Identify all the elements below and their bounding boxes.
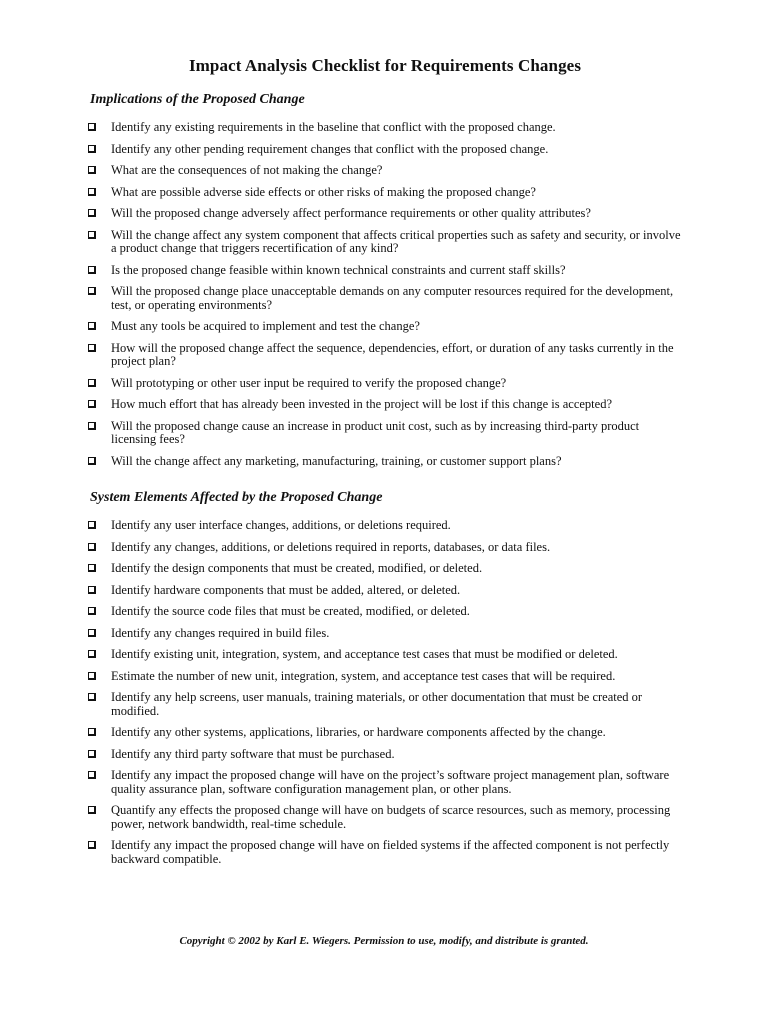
checklist-item-text: Identify any impact the proposed change will have on fielded systems if the affected component is not perfectly backward compatible. <box>111 838 670 866</box>
checklist-item-text: Identify any third party software that must be purchased. <box>111 746 395 761</box>
checkbox-icon[interactable] <box>88 750 96 758</box>
checkbox-icon[interactable] <box>88 400 96 408</box>
checklist-item-text: Identify any help screens, user manuals, training materials, or other documentation that must be created or modified. <box>111 690 643 718</box>
checklist-item <box>88 320 682 334</box>
checklist-item <box>88 229 682 256</box>
checklist-item <box>88 648 682 662</box>
copyright-footer: Copyright © 2002 by Karl E. Wiegers. Permission to use, modify, and distribute is granted. <box>179 935 589 947</box>
checkbox-icon[interactable] <box>88 543 96 551</box>
checkbox-icon[interactable] <box>88 672 96 680</box>
checklist-item-text: Will the change affect any system component that affects critical properties such as safety and security, or involve a product change that triggers recertification of any kind? <box>111 227 681 255</box>
checkbox-icon[interactable] <box>88 266 96 274</box>
checklist-item <box>88 839 682 866</box>
checklist-item <box>88 264 682 278</box>
checklist-item-text: Identify existing unit, integration, system, and acceptance test cases that must be modified or deleted. <box>111 647 618 661</box>
checkbox-icon[interactable] <box>88 145 96 153</box>
checklist-item <box>88 143 682 157</box>
checkbox-icon[interactable] <box>88 188 96 196</box>
checklist-item <box>88 455 682 469</box>
document-title: Impact Analysis Checklist for Requirements Changes <box>188 56 582 75</box>
checklist-item <box>88 804 682 831</box>
checkbox-icon[interactable] <box>88 607 96 615</box>
checklist-item-text: Must any tools be acquired to implement and test the change? <box>111 319 420 333</box>
checklist-item-text: Is the proposed change feasible within known technical constraints and current staff skills? <box>111 262 566 277</box>
checklist-item <box>88 748 682 762</box>
checklist-item-text: Identify the source code files that must be created, modified, or deleted. <box>111 604 470 618</box>
checklist-item <box>88 377 682 391</box>
checklist-item <box>88 769 682 796</box>
section-heading-implications: Implications of the Proposed Change <box>90 92 305 107</box>
checklist-item <box>88 605 682 619</box>
checklist-item <box>88 584 682 598</box>
checkbox-icon[interactable] <box>88 231 96 239</box>
checklist-item-text: Identify any existing requirements in the baseline that conflict with the proposed change. <box>111 120 556 134</box>
checkbox-icon[interactable] <box>88 521 96 529</box>
checklist-item-text: Will the proposed change adversely affect performance requirements or other quality attributes? <box>111 206 591 220</box>
checklist-item-text: Identify the design components that must be created, modified, or deleted. <box>111 561 483 575</box>
checklist-item-text: Identify any changes, additions, or deletions required in reports, databases, or data files. <box>111 539 551 554</box>
checklist-item-text: Identify any impact the proposed change will have on the project’s software project management plan, software quality assurance plan, software configuration management plan, or other plans. <box>111 768 670 796</box>
checklist-item <box>88 670 682 684</box>
checkbox-icon[interactable] <box>88 806 96 814</box>
checklist-item-text: Identify any other pending requirement changes that conflict with the proposed change. <box>111 141 549 156</box>
checklist-item <box>88 627 682 641</box>
checklist-item <box>88 398 682 412</box>
checklist-item-text: Will prototyping or other user input be required to verify the proposed change? <box>111 375 507 390</box>
checkbox-icon[interactable] <box>88 693 96 701</box>
checkbox-icon[interactable] <box>88 629 96 637</box>
checklist-item <box>88 541 682 555</box>
checkbox-icon[interactable] <box>88 287 96 295</box>
checklist-item <box>88 691 682 718</box>
checkbox-icon[interactable] <box>88 841 96 849</box>
checkbox-icon[interactable] <box>88 123 96 131</box>
checklist-item <box>88 726 682 740</box>
checkbox-icon[interactable] <box>88 166 96 174</box>
checklist-item-text: Quantify any effects the proposed change will have on budgets of scarce resources, such as memory, processing power, network bandwidth, real-time schedule. <box>111 803 671 831</box>
checklist-item-text: Identify any changes required in build files. <box>111 625 330 640</box>
checklist-system-elements <box>88 519 682 866</box>
checkbox-icon[interactable] <box>88 728 96 736</box>
checklist-item <box>88 342 682 369</box>
checklist-item-text: Will the change affect any marketing, manufacturing, training, or customer support plans? <box>111 453 562 468</box>
checkbox-icon[interactable] <box>88 322 96 330</box>
checklist-item-text: What are the consequences of not making the change? <box>111 163 383 177</box>
checklist-item-text: Identify hardware components that must be added, altered, or deleted. <box>111 582 461 597</box>
checklist-item <box>88 562 682 576</box>
checkbox-icon[interactable] <box>88 209 96 217</box>
checklist-item-text: Identify any user interface changes, additions, or deletions required. <box>111 518 451 532</box>
checklist-item <box>88 519 682 533</box>
section-heading-system-elements: System Elements Affected by the Proposed Change <box>90 490 383 505</box>
checkbox-icon[interactable] <box>88 650 96 658</box>
checkbox-icon[interactable] <box>88 457 96 465</box>
checkbox-icon[interactable] <box>88 422 96 430</box>
checkbox-icon[interactable] <box>88 586 96 594</box>
checklist-item <box>88 164 682 178</box>
checkbox-icon[interactable] <box>88 379 96 387</box>
checklist-item <box>88 420 682 447</box>
checklist-item-text: How will the proposed change affect the sequence, dependencies, effort, or duration of any tasks currently in the project plan? <box>111 340 674 368</box>
checklist-item <box>88 285 682 312</box>
checklist-item-text: Will the proposed change place unacceptable demands on any computer resources required for the development, test, or operating environments? <box>111 284 674 312</box>
checklist-item-text: What are possible adverse side effects or other risks of making the proposed change? <box>111 184 536 199</box>
checklist-item <box>88 186 682 200</box>
checkbox-icon[interactable] <box>88 564 96 572</box>
checklist-item-text: Estimate the number of new unit, integration, system, and acceptance test cases that will be required. <box>111 668 616 683</box>
checklist-item <box>88 207 682 221</box>
checkbox-icon[interactable] <box>88 771 96 779</box>
checkbox-icon[interactable] <box>88 344 96 352</box>
checklist-implications <box>88 121 682 468</box>
checklist-item-text: How much effort that has already been invested in the project will be lost if this change is accepted? <box>111 397 612 411</box>
checklist-item-text: Will the proposed change cause an increase in product unit cost, such as by increasing third-party product licensing fees? <box>111 418 640 446</box>
checklist-item-text: Identify any other systems, applications, libraries, or hardware components affected by the change. <box>111 725 606 739</box>
checklist-item <box>88 121 682 135</box>
